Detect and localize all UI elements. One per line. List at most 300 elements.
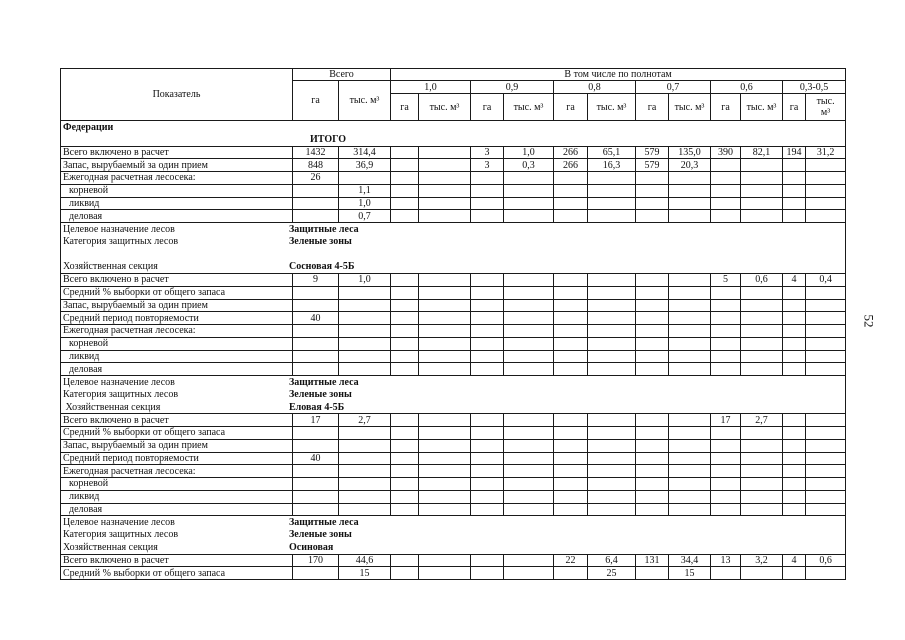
table-cell [471,414,504,427]
section-label: Хозяйственная секция [63,401,161,413]
table-cell [783,503,806,516]
table-cell [669,478,711,491]
table-cell: 22 [554,554,588,567]
table-cell [504,210,554,223]
table-cell: 131 [636,554,669,567]
table-cell [554,197,588,210]
table-cell [588,184,636,197]
section-row [61,223,846,236]
table-cell [588,490,636,503]
table-cell: 3 [471,159,504,172]
table-cell [504,414,554,427]
table-cell [588,274,636,287]
col-header-area: га [711,94,741,121]
row-label: Всего включено в расчет [61,146,293,159]
table-cell [471,554,504,567]
col-header-total: Всего [293,69,391,81]
table-cell [339,503,391,516]
table-cell [391,478,419,491]
density-header-1-0: 1,0 [391,81,471,94]
table-cell [711,350,741,363]
table-cell [783,465,806,478]
table-cell [391,427,419,440]
table-cell [471,337,504,350]
table-cell [504,503,554,516]
table-cell [669,312,711,325]
table-cell: 17 [293,414,339,427]
table-cell [636,478,669,491]
table-cell: 0,4 [806,274,846,287]
table-cell [419,439,471,452]
table-cell [554,325,588,338]
table-cell [391,414,419,427]
table-cell [806,184,846,197]
table-row [61,299,846,312]
table-cell: 65,1 [588,146,636,159]
col-header-volume: тыс. м³ [419,94,471,121]
table-cell [339,363,391,376]
table-cell [588,210,636,223]
table-cell [471,286,504,299]
table-row [61,159,846,172]
table-cell [806,452,846,465]
table-cell [711,312,741,325]
table-cell [419,478,471,491]
table-cell [504,427,554,440]
table-cell [391,465,419,478]
table-cell [419,172,471,185]
table-cell [588,427,636,440]
table-cell [588,337,636,350]
table-cell [339,439,391,452]
row-label: ликвид [61,350,293,363]
table-cell [391,503,419,516]
table-cell [741,427,783,440]
table-cell [419,325,471,338]
table-cell [391,159,419,172]
table-cell [806,490,846,503]
table-cell [741,337,783,350]
table-cell [741,299,783,312]
section-label: Хозяйственная секция [63,261,158,273]
section-row [61,376,846,389]
section-row [61,529,846,542]
section-value: Защитные леса [289,223,359,235]
blank-row [61,248,846,261]
table-cell: 9 [293,274,339,287]
row-label: ликвид [61,490,293,503]
table-cell [391,325,419,338]
section-label: Категория защитных лесов [63,236,179,248]
table-cell [554,414,588,427]
table-cell [554,452,588,465]
section-heading: Федерации [63,121,114,133]
table-cell [636,363,669,376]
table-cell [669,299,711,312]
table-cell [419,312,471,325]
table-cell [339,312,391,325]
table-cell [339,172,391,185]
table-cell [806,350,846,363]
page-number: 52 [861,314,877,328]
section-row [61,401,846,414]
table-row [61,210,846,223]
table-cell [504,197,554,210]
table-row [61,184,846,197]
density-header-0-3-0-5: 0,3-0,5 [783,81,846,94]
table-cell [293,184,339,197]
table-row [61,503,846,516]
table-cell [783,414,806,427]
table-cell: 1,0 [339,197,391,210]
table-cell [783,478,806,491]
table-cell [588,465,636,478]
table-cell [783,299,806,312]
table-cell [339,350,391,363]
table-cell [669,490,711,503]
table-cell [554,490,588,503]
table-cell [669,439,711,452]
section-cell [61,223,846,236]
table-row [61,465,846,478]
table-cell [293,197,339,210]
table-cell [504,465,554,478]
table-cell: 40 [293,312,339,325]
table-cell [554,427,588,440]
table-cell: 31,2 [806,146,846,159]
table-cell [471,197,504,210]
table-cell [504,299,554,312]
col-header-area: га [391,94,419,121]
section-value: Еловая 4-5Б [289,401,345,413]
table-cell [806,465,846,478]
row-label: Запас, вырубаемый за один прием [61,299,293,312]
table-cell [554,363,588,376]
table-row [61,414,846,427]
row-label: корневой [61,184,293,197]
row-label: Средний период повторяемости [61,452,293,465]
table-cell: 194 [783,146,806,159]
table-cell: 1,0 [339,274,391,287]
table-row [61,439,846,452]
table-cell [711,210,741,223]
table-cell [391,567,419,580]
table-cell [471,274,504,287]
table-cell [588,503,636,516]
table-cell [783,197,806,210]
section-title: ИТОГО [310,133,346,145]
table-cell [293,427,339,440]
table-cell [471,490,504,503]
table-cell [471,567,504,580]
table-cell [471,427,504,440]
table-cell [391,363,419,376]
table-cell [419,274,471,287]
table-cell [419,299,471,312]
row-label: Средний период повторяемости [61,312,293,325]
table-cell [806,159,846,172]
table-cell [339,465,391,478]
table-cell [588,414,636,427]
table-cell: 82,1 [741,146,783,159]
table-cell [419,490,471,503]
section-label: Целевое назначение лесов [63,376,175,388]
table-cell [669,350,711,363]
table-cell [636,172,669,185]
table-cell [636,210,669,223]
table-row [61,350,846,363]
table-cell [741,325,783,338]
table-cell [554,465,588,478]
table-cell [669,363,711,376]
table-cell [339,478,391,491]
col-header-area: га [636,94,669,121]
table-cell [806,286,846,299]
table-row [61,363,846,376]
table-cell [711,172,741,185]
section-label: Целевое назначение лесов [63,223,175,235]
table-cell [419,554,471,567]
table-body [61,121,846,580]
table-cell: 3,2 [741,554,783,567]
table-cell [471,299,504,312]
table-cell [783,350,806,363]
table-cell [504,478,554,491]
table-cell [669,427,711,440]
table-cell [669,197,711,210]
table-cell [783,312,806,325]
table-cell: 0,3 [504,159,554,172]
table-cell [554,439,588,452]
section-label: Категория защитных лесов [63,529,179,541]
table-cell: 0,7 [339,210,391,223]
table-cell [741,350,783,363]
table-cell [588,325,636,338]
table-row [61,312,846,325]
table-cell [339,325,391,338]
density-header-0-8: 0,8 [554,81,636,94]
row-label: Средний % выборки от общего запаса [61,286,293,299]
section-cell [61,133,846,146]
table-cell: 170 [293,554,339,567]
table-cell [391,439,419,452]
section-value: Зеленые зоны [289,236,352,248]
table-cell [669,325,711,338]
table-cell: 17 [711,414,741,427]
section-value: Сосновая 4-5Б [289,261,355,273]
table-cell [504,363,554,376]
table-cell [806,299,846,312]
section-row [61,516,846,529]
row-label: Ежегодная расчетная лесосека: [61,325,293,338]
table-cell [741,567,783,580]
table-cell: 2,7 [741,414,783,427]
table-cell [554,274,588,287]
table-cell [339,337,391,350]
table-cell [711,465,741,478]
table-cell [741,490,783,503]
table-cell [806,439,846,452]
table-cell [554,172,588,185]
table-cell [783,172,806,185]
table-cell [783,567,806,580]
table-cell [669,274,711,287]
table-row [61,554,846,567]
section-row [61,388,846,401]
table-cell: 26 [293,172,339,185]
table-cell [636,299,669,312]
table-cell [669,452,711,465]
section-cell [61,261,846,274]
table-cell [711,197,741,210]
table-cell [636,184,669,197]
table-cell [293,567,339,580]
table-cell [806,337,846,350]
table-cell [711,439,741,452]
table-cell [504,337,554,350]
heading-row [61,121,846,134]
table-cell [419,337,471,350]
section-value: Защитные леса [289,516,359,528]
table-cell [711,286,741,299]
section-cell [61,248,846,261]
table-cell [806,325,846,338]
table-cell [636,414,669,427]
table-cell [636,503,669,516]
table-cell [711,363,741,376]
table-cell [806,427,846,440]
table-cell [391,554,419,567]
table-cell [636,427,669,440]
table-cell [741,159,783,172]
table-cell [806,363,846,376]
table-cell [293,337,339,350]
table-cell: 390 [711,146,741,159]
table-cell [783,439,806,452]
table-cell [293,490,339,503]
table-cell [741,286,783,299]
table-cell [504,184,554,197]
table-cell [419,465,471,478]
table-cell [588,172,636,185]
table-cell [293,286,339,299]
table-cell [419,567,471,580]
row-label: деловая [61,363,293,376]
table-cell [669,184,711,197]
table-cell [783,159,806,172]
table-cell [391,172,419,185]
table-row [61,325,846,338]
col-header-volume: тыс. м³ [669,94,711,121]
table-cell [588,439,636,452]
table-row [61,427,846,440]
table-cell [741,478,783,491]
table-cell [783,427,806,440]
table-cell [419,503,471,516]
row-label: Запас, вырубаемый за один прием [61,439,293,452]
table-cell [554,299,588,312]
table-cell [711,299,741,312]
table-cell: 20,3 [669,159,711,172]
col-header-volume: тыс. м³ [588,94,636,121]
table-cell [504,490,554,503]
section-cell [61,541,846,554]
table-cell [293,210,339,223]
density-header-0-9: 0,9 [471,81,554,94]
table-cell [636,452,669,465]
table-cell: 579 [636,146,669,159]
col-header-indicator: Показатель [61,69,293,121]
table-cell [471,172,504,185]
table-cell [636,337,669,350]
table-cell: 5 [711,274,741,287]
table-cell: 4 [783,274,806,287]
table-cell: 36,9 [339,159,391,172]
table-cell: 848 [293,159,339,172]
table-cell: 1432 [293,146,339,159]
col-header-area: га [471,94,504,121]
table-cell [636,274,669,287]
table-cell [419,210,471,223]
table-cell: 15 [339,567,391,580]
section-cell [61,401,846,414]
table-cell [588,299,636,312]
table-cell [554,184,588,197]
table-cell [471,503,504,516]
table-row [61,490,846,503]
row-label: Всего включено в расчет [61,414,293,427]
table-cell [711,490,741,503]
table-cell [783,210,806,223]
table-cell: 266 [554,159,588,172]
row-label: Всего включено в расчет [61,554,293,567]
table-cell [471,184,504,197]
table-cell [669,210,711,223]
table-cell [669,465,711,478]
table-cell [293,299,339,312]
table-row [61,478,846,491]
section-cell [61,516,846,529]
table-cell [293,439,339,452]
section-label: Целевое назначение лесов [63,516,175,528]
table-cell [339,299,391,312]
table-cell [669,503,711,516]
header-row [61,69,846,81]
table-cell [293,363,339,376]
table-cell [471,312,504,325]
table-cell: 266 [554,146,588,159]
table-cell [391,146,419,159]
table-cell [554,503,588,516]
table-cell [391,490,419,503]
table-cell [554,337,588,350]
section-cell [61,235,846,248]
row-label: Запас, вырубаемый за один прием [61,159,293,172]
section-row [61,261,846,274]
table-cell [391,274,419,287]
table-cell [783,452,806,465]
table-cell [504,325,554,338]
table-cell [419,184,471,197]
table-cell [636,465,669,478]
table-cell [711,337,741,350]
table-cell: 579 [636,159,669,172]
table-cell [554,286,588,299]
section-label: Категория защитных лесов [63,389,179,401]
density-header-0-6: 0,6 [711,81,783,94]
table-cell: 40 [293,452,339,465]
table-cell [554,350,588,363]
